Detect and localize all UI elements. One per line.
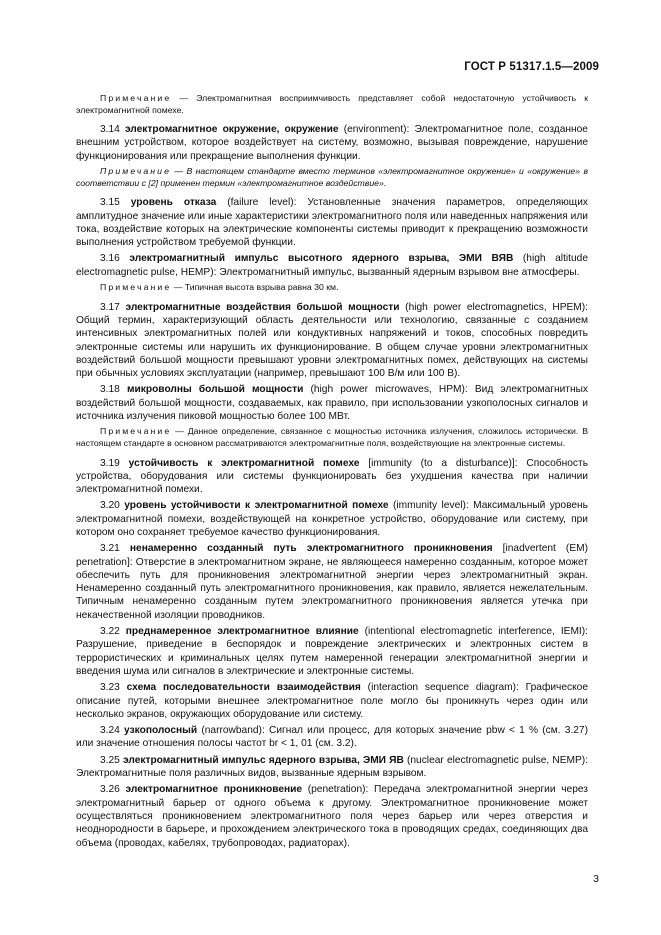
definition-number: 3.17 [100, 301, 126, 313]
definition-text: (penetration): Передача электромагнитной энергии через электромагнитный барьер от одного объема к другому. Электромагнитное проникновение может осуществляться проникновением электромагнитного поля через барьер или через отверстия и неоднородности в барьере, и прохождением электрического тока в проводящих средах, соединяющих два объема (проводах, кабелях, трубопроводах, радиаторах). [76, 784, 588, 849]
definition-number: 3.25 [100, 754, 123, 766]
definition-number: 3.20 [100, 500, 125, 512]
definition-number: 3.18 [100, 384, 127, 396]
definition-paragraph [76, 499, 588, 539]
definition-text: (intentional electromagnetic interference, IEMI): Разрушение, приведение в беспорядок и повреждение электрических и электронных систем в террористических и криминальных целях путем намеренной генерации электромагнитной энергии и введения шума или сигналов в электрические и электронные системы. [76, 626, 588, 677]
definition-term: электромагнитный импульс высотного ядерного взрыва, ЭМИ ВЯВ [129, 253, 514, 265]
definition-text: [inadvertent (EM) penetration]: Отверстие в электромагнитном экране, не являющееся намеренно созданным, которое может обеспечить путь для проникновения электромагнитной энергии через электромагнитный экран. Ненамеренно созданный путь электромагнитного проникновения, как правило, является нежелательным. Типичным ненамеренно созданным путем электромагнитного проникновения является утечка при некачественной изоляции проводников. [76, 543, 588, 621]
page-body [76, 90, 588, 853]
definition-paragraph [76, 754, 588, 781]
definition-text: (high power electromagnetics, HPEM): Общий термин, характеризующий область деятельности или технологию, связанные с созданием интенсивных электромагнитных полей или кондуктивных напряжений и токов, способных повредить электронные системы или нарушить их функционирование. В общем случае уровни электромагнитных воздействий большой мощности превышают уровни электромагнитных помех, действующих на системы при обычных условиях эксплуатации (например, превышают 100 В/м или 100 В). [76, 301, 588, 380]
definition-paragraph [76, 123, 588, 163]
note-paragraph [76, 282, 588, 294]
definition-number: 3.24 [100, 725, 125, 737]
definition-term: преднамеренное электромагнитное влияние [125, 626, 359, 638]
definition-term: электромагнитное проникновение [125, 784, 303, 796]
definition-paragraph [76, 383, 588, 423]
definition-term: уровень устойчивости к электромагнитной помехе [124, 500, 389, 512]
note-paragraph [76, 166, 588, 189]
document-code: ГОСТ Р 51317.1.5—2009 [464, 61, 599, 73]
definition-text: (nuclear electromagnetic pulse, NEMP): Электромагнитные поля различных видов, вызванные ядерным взрывом. [76, 754, 588, 780]
definition-term: схема последовательности взаимодействия [126, 682, 361, 694]
definition-term: электромагнитный импульс ядерного взрыва, ЭМИ ЯВ [122, 754, 404, 766]
definition-text: (interaction sequence diagram): Графическое описание путей, которыми внешнее электромагнитное поле могло бы проникнуть через один или несколько экранов, окружающих оборудование или систему. [76, 682, 589, 720]
note-label: Примечание [100, 166, 172, 177]
definition-term: электромагнитное окружение, окружение [124, 124, 339, 136]
note-paragraph [76, 93, 588, 116]
note-label: Примечание [100, 282, 172, 293]
definition-text: [immunity (to a disturbance)]: Способность устройства, оборудования или системы функционировать без ухудшения качества при наличии электромагнитной помехи. [76, 457, 588, 496]
definition-paragraph [76, 783, 588, 849]
note-text: — Типичная высота взрыва равна 30 км. [171, 282, 339, 293]
definition-term: электромагнитные воздействия большой мощности [125, 301, 400, 313]
definition-number: 3.23 [100, 682, 127, 694]
note-label: Примечание [100, 93, 172, 103]
note-text: — В настоящем стандарте вместо терминов «электромагнитное окружение» и «окружение» в соответствии с [2] применен термин «электромагнитное воздействие». [76, 166, 588, 188]
definition-paragraph [76, 681, 588, 721]
page-number: 3 [593, 873, 599, 885]
definition-paragraph [76, 252, 588, 279]
definition-number: 3.22 [100, 626, 126, 638]
definition-text: (immunity level): Максимальный уровень электромагнитной помехи, воздействующей на конкретное устройство, оборудование или систему, при котором оно сохраняет требуемое качество функционирования. [76, 500, 588, 538]
definition-number: 3.19 [100, 457, 129, 469]
definition-number: 3.15 [100, 197, 131, 209]
definition-term: ненамеренно созданный путь электромагнитного проникновения [129, 543, 493, 555]
definition-number: 3.14 [100, 124, 125, 136]
definition-text: (environment): Электромагнитное поле, созданное внешним устройством, которое воздействует на систему, возможно, вызывая повреждение, нарушение функционирования или прекращение выполнения функции. [76, 124, 588, 162]
definition-paragraph [76, 724, 588, 751]
definition-paragraph [76, 542, 588, 622]
definition-text: (narrowband): Сигнал или процесс, для которых значение pbw < 1 % (см. 3.27) или значение отношения полосы частот br < 1, 01 (см. 3.2). [76, 725, 588, 750]
definition-paragraph [76, 457, 588, 497]
definition-paragraph [76, 625, 588, 678]
definition-number: 3.26 [100, 784, 126, 796]
definition-number: 3.21 [100, 543, 130, 555]
definition-term: микроволны большой мощности [126, 384, 304, 396]
definition-term: уровень отказа [130, 197, 217, 209]
definition-paragraph [76, 196, 588, 249]
note-text: — Электромагнитная восприимчивость представляет собой недостаточную устойчивость к электромагнитной помехе. [76, 93, 588, 115]
definition-term: устойчивость к электромагнитной помехе [128, 457, 360, 469]
definition-number: 3.16 [100, 253, 130, 265]
note-text: — Данное определение, связанное с мощностью источника излучения, сложилось исторически. В настоящем стандарте в основном рассматриваются электромагнитные поля, воздействующие на электронные системы. [76, 426, 588, 448]
definition-text: (high altitude electromagnetic pulse, HEMP): Электромагнитный импульс, вызванный ядерным взрывом вне атмосферы. [76, 253, 588, 278]
definition-text: (failure level): Установленные значения параметров, определяющих амплитудное значение или иные характеристики электромагнитного поля или наведенных напряжения или тока, воздействие которых на электрические компоненты системы приводит к прекращению возможности выполнения устройством требуемой функции. [76, 197, 588, 249]
definition-term: узкополосный [124, 725, 198, 737]
definition-paragraph [76, 301, 588, 381]
definition-text: (high power microwaves, HPM): Вид электромагнитных воздействий большой мощности, создаваемых, как правило, при использовании узкополосных сигналов и источника излучения пиковой мощностью более 100 МВт. [76, 384, 588, 423]
note-label: Примечание [100, 426, 172, 437]
note-paragraph [76, 426, 588, 449]
